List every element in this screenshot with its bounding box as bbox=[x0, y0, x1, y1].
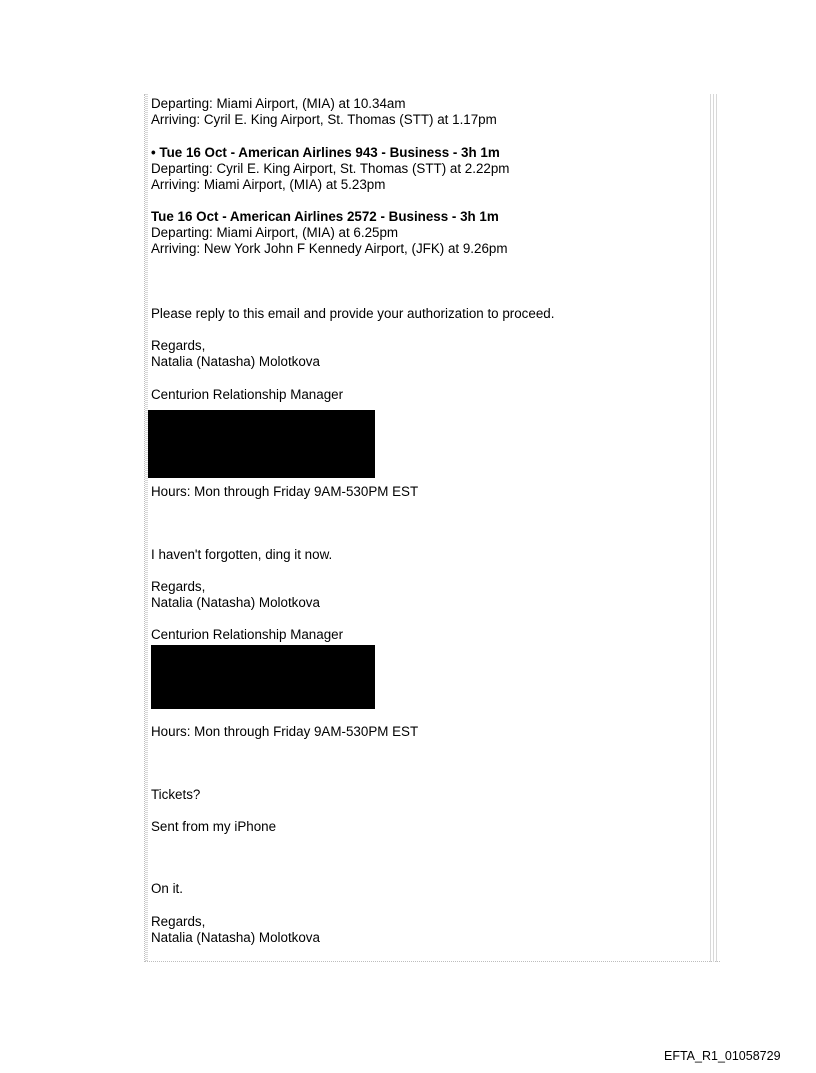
leg3-arriving: Arriving: New York John F Kennedy Airport, (JFK) at 9.26pm bbox=[151, 241, 508, 256]
leg2-heading: • Tue 16 Oct - American Airlines 943 - Business - 3h 1m bbox=[151, 145, 500, 160]
message1-body: Please reply to this email and provide your authorization to proceed. bbox=[151, 306, 555, 321]
message4-regards: Regards, bbox=[151, 914, 206, 929]
message3-signature: Sent from my iPhone bbox=[151, 819, 277, 834]
redaction-block bbox=[148, 410, 375, 478]
leg3-heading: Tue 16 Oct - American Airlines 2572 - Business - 3h 1m bbox=[151, 209, 499, 224]
message4-body: On it. bbox=[151, 881, 183, 896]
leg2-departing: Departing: Cyril E. King Airport, St. Thomas (STT) at 2.22pm bbox=[151, 161, 510, 176]
document-id: EFTA_R1_01058729 bbox=[664, 1049, 781, 1063]
message1-sender-name: Natalia (Natasha) Molotkova bbox=[151, 354, 320, 369]
message2-sender-name: Natalia (Natasha) Molotkova bbox=[151, 595, 320, 610]
leg1-departing: Departing: Miami Airport, (MIA) at 10.34am bbox=[151, 96, 406, 111]
message1-sender-title: Centurion Relationship Manager bbox=[151, 387, 344, 402]
message1-hours: Hours: Mon through Friday 9AM-530PM EST bbox=[151, 484, 419, 499]
message2-body: I haven't forgotten, ding it now. bbox=[151, 547, 333, 562]
message4-sender-name: Natalia (Natasha) Molotkova bbox=[151, 930, 320, 945]
frame-right-border bbox=[710, 94, 719, 962]
message3-body: Tickets? bbox=[151, 787, 201, 802]
message2-hours: Hours: Mon through Friday 9AM-530PM EST bbox=[151, 724, 419, 739]
message1-regards: Regards, bbox=[151, 338, 206, 353]
leg1-arriving: Arriving: Cyril E. King Airport, St. Thomas (STT) at 1.17pm bbox=[151, 112, 497, 127]
leg3-departing: Departing: Miami Airport, (MIA) at 6.25pm bbox=[151, 225, 399, 240]
leg2-arriving: Arriving: Miami Airport, (MIA) at 5.23pm bbox=[151, 177, 386, 192]
message2-regards: Regards, bbox=[151, 579, 206, 594]
redaction-block bbox=[151, 645, 375, 709]
quote-rail bbox=[145, 94, 148, 961]
message2-sender-title: Centurion Relationship Manager bbox=[151, 627, 344, 642]
